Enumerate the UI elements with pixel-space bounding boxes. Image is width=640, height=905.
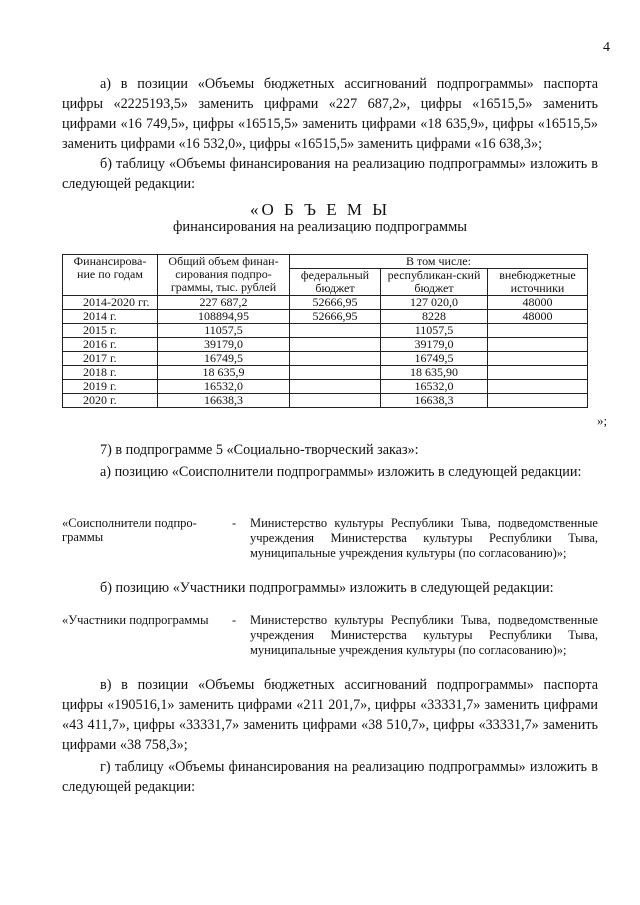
cell-total: 11057,5 [158,324,290,338]
header-total: Общий объем финан-сирования подпро-граммы, тыс. рублей [158,255,290,296]
cell-extra: 48000 [488,310,588,324]
table-row [63,324,588,338]
cell-year: 2017 г. [63,352,158,366]
header-including: В том числе: [290,255,588,269]
cell-federal [290,352,381,366]
cell-year: 2014-2020 гг. [63,296,158,310]
table-row [63,352,588,366]
paragraph-7b: б) позицию «Участники подпрограммы» изложить в следующей редакции: [100,580,554,596]
paragraph-7g: г) таблицу «Объемы финансирования на реализацию подпрограммы» изложить в следующей редакции: [62,759,598,795]
cell-total: 16749,5 [158,352,290,366]
cell-extra [488,324,588,338]
cell-federal [290,394,381,408]
definition-dash: - [232,613,237,627]
cell-extra [488,352,588,366]
definition-dash: - [232,516,237,530]
definition-label: «Участники подпрограммы [62,613,209,627]
definition-text: Министерство культуры Республики Тыва, подведомственные учреждения Министерства культуры Республики Тыва, муниципальные учреждения культуры (по согласованию)»; [250,516,598,560]
cell-total: 39179,0 [158,338,290,352]
cell-republic: 16532,0 [381,380,488,394]
table-title: «О Б Ъ Е М Ы [249,200,391,219]
cell-extra: 48000 [488,296,588,310]
cell-extra [488,394,588,408]
cell-federal [290,338,381,352]
table-row [63,310,588,324]
cell-federal: 52666,95 [290,296,381,310]
cell-federal [290,380,381,394]
page-number: 4 [603,40,610,55]
cell-total: 108894,95 [158,310,290,324]
cell-federal [290,324,381,338]
cell-total: 16532,0 [158,380,290,394]
header-years: Финансирова-ние по годам [63,255,158,296]
table-row [63,338,588,352]
table-subtitle: финансирования на реализацию подпрограммы [172,219,468,235]
cell-year: 2015 г. [63,324,158,338]
table-row [63,366,588,380]
paragraph-a: а) в позиции «Объемы бюджетных ассигнований подпрограммы» паспорта цифры «2225193,5» заменить цифрами «227 687,2», цифры «16515,5» заменить цифрами «16 749,5», цифры «16515,5» заменить цифрами «18 635,9», цифры «16515,5» заменить цифрами «16 532,0», цифры «16515,5» заменить цифрами «16 638,3»; [62,76,598,152]
paragraph-7v: в) в позиции «Объемы бюджетных ассигнований подпрограммы» паспорта цифры «190516,1» заменить цифрами «211 201,7», цифры «33331,7» заменить цифрами «43 411,7», цифры «33331,7» заменить цифрами «38 510,7», цифры «33331,7» заменить цифрами «38 758,3»; [62,677,598,753]
definition-label: «Соисполнители подпро-граммы [62,516,197,544]
cell-federal [290,366,381,380]
paragraph-b: б) таблицу «Объемы финансирования на реализацию подпрограммы» изложить в следующей редакции: [62,156,598,192]
cell-total: 16638,3 [158,394,290,408]
definition-text: Министерство культуры Республики Тыва, подведомственные учреждения Министерства культуры Республики Тыва, муниципальные учреждения культуры (по согласованию)»; [250,613,598,657]
header-federal: федеральный бюджет [290,269,381,296]
cell-year: 2014 г. [63,310,158,324]
cell-year: 2016 г. [63,338,158,352]
table-row [63,296,588,310]
cell-republic: 18 635,90 [381,366,488,380]
cell-year: 2018 г. [63,366,158,380]
table-row [63,380,588,394]
paragraph-7: 7) в подпрограмме 5 «Социально-творческий заказ»: [100,442,419,458]
cell-republic: 39179,0 [381,338,488,352]
cell-year: 2019 г. [63,380,158,394]
cell-year: 2020 г. [63,394,158,408]
cell-republic: 11057,5 [381,324,488,338]
cell-total: 227 687,2 [158,296,290,310]
cell-total: 18 635,9 [158,366,290,380]
header-republic: республикан-ский бюджет [381,269,488,296]
paragraph-7a: а) позицию «Соисполнители подпрограммы» изложить в следующей редакции: [100,464,582,480]
cell-republic: 8228 [381,310,488,324]
closing-quote-mark: »; [597,413,608,428]
table-row [63,394,588,408]
cell-republic: 16638,3 [381,394,488,408]
cell-federal: 52666,95 [290,310,381,324]
header-extra: внебюджетные источники [488,269,588,296]
financing-table [62,254,588,408]
cell-extra [488,380,588,394]
cell-republic: 127 020,0 [381,296,488,310]
cell-republic: 16749,5 [381,352,488,366]
cell-extra [488,338,588,352]
cell-extra [488,366,588,380]
